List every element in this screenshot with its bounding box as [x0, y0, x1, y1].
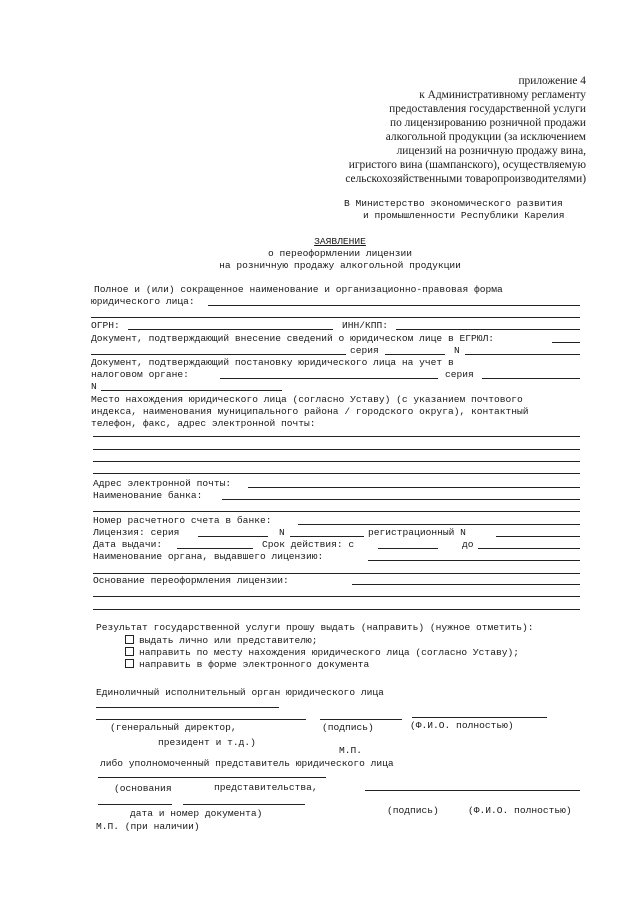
full-name-label: (Ф.И.О. полностью)	[410, 720, 514, 731]
ogrn-label: ОГРН:	[91, 320, 120, 331]
ogrn-field[interactable]	[128, 329, 333, 330]
president-label: президент и т.д.)	[158, 737, 256, 748]
addressee-line: и промышленности Республики Карелия	[363, 210, 565, 221]
validity-to-label: до	[462, 539, 474, 550]
bank-field-2[interactable]	[93, 511, 580, 512]
egrul-number-label: N	[454, 345, 460, 356]
rep-full-name-label: (Ф.И.О. полностью)	[468, 805, 572, 816]
annex-line: лицензий на розничную продажу вина,	[396, 145, 586, 157]
inn-kpp-label: ИНН/КПП:	[342, 320, 389, 331]
document-subtitle: о переоформлении лицензии	[268, 248, 412, 259]
inn-kpp-field[interactable]	[396, 329, 580, 330]
account-field[interactable]	[298, 524, 580, 525]
account-label: Номер расчетного счета в банке:	[93, 515, 272, 526]
annex-line: алкогольной продукции (за исключением	[385, 131, 586, 143]
result-option-electronic[interactable]: направить в форме электронного документа	[125, 659, 369, 671]
license-number-label: N	[279, 527, 285, 538]
basis-doc-field-2[interactable]	[183, 804, 305, 805]
validity-to-field[interactable]	[478, 548, 580, 549]
seal-if-any-label: М.П. (при наличии)	[96, 821, 200, 832]
annex-line: сельскохозяйственными товаропроизводителями)	[345, 173, 586, 185]
powers-label: представительства,	[214, 782, 318, 793]
seal-label: М.П.	[339, 745, 363, 756]
email-label: Адрес электронной почты:	[93, 478, 232, 489]
checkbox[interactable]	[125, 659, 134, 668]
annex-line: предоставления государственной услуги	[389, 103, 586, 115]
location-field[interactable]	[93, 461, 580, 462]
addressee-line: В Министерство экономического развития	[344, 198, 563, 209]
tax-number-field[interactable]	[101, 390, 282, 391]
location-label: Место нахождения юридического лица (согласно Уставу) (с указанием почтового	[91, 394, 523, 405]
license-series-field[interactable]	[198, 536, 268, 537]
full-name-field-2[interactable]	[91, 317, 580, 318]
annex-line: к Административному регламенту	[419, 89, 586, 101]
reg-number-label: регистрационный N	[368, 527, 466, 538]
exec-body-label: Единоличный исполнительный орган юридического лица	[96, 687, 384, 698]
date-num-label: дата и номер документа)	[130, 808, 263, 819]
annex-line: игристого вина (шампанского), осуществляемую	[348, 159, 586, 171]
location-field[interactable]	[93, 436, 580, 437]
egrul-doc-label: Документ, подтверждающий внесение сведений о юридическом лице в ЕГРЮЛ:	[91, 333, 495, 344]
exec-full-name-field[interactable]	[412, 717, 547, 718]
signature-label: (подпись)	[322, 722, 374, 733]
license-series-label: Лицензия: серия	[93, 527, 180, 538]
full-name-field[interactable]	[208, 305, 580, 306]
annex-line: приложение 4	[518, 75, 586, 87]
exec-body-field[interactable]	[96, 707, 279, 708]
basis-doc-field[interactable]	[98, 804, 172, 805]
validity-from-field[interactable]	[378, 548, 438, 549]
egrul-series-field[interactable]	[385, 354, 445, 355]
basis-label: (основания	[114, 783, 172, 794]
full-name-label: юридического лица:	[91, 296, 195, 307]
issuer-field[interactable]	[368, 560, 580, 561]
reason-field[interactable]	[352, 584, 580, 585]
reg-number-field[interactable]	[496, 536, 580, 537]
tax-series-label: серия	[445, 369, 474, 380]
license-number-field[interactable]	[290, 536, 364, 537]
result-option-in-person[interactable]: выдать лично или представителю;	[125, 635, 317, 647]
email-field[interactable]	[248, 487, 580, 488]
location-field[interactable]	[93, 473, 580, 474]
location-field[interactable]	[93, 449, 580, 450]
egrul-doc-field[interactable]	[552, 342, 580, 343]
reason-label: Основание переоформления лицензии:	[93, 575, 289, 586]
annex-line: по лицензированию розничной продажи	[389, 117, 586, 129]
result-intro: Результат государственной услуги прошу выдать (направить) (нужное отметить):	[96, 622, 534, 633]
representative-label: либо уполномоченный представитель юридического лица	[100, 758, 394, 769]
issue-date-label: Дата выдачи:	[93, 539, 163, 550]
reason-field-2[interactable]	[93, 596, 580, 597]
tax-doc-field[interactable]	[220, 378, 438, 379]
checkbox[interactable]	[125, 635, 134, 644]
document-title: ЗАЯВЛЕНИЕ	[314, 236, 366, 247]
egrul-doc-field-2[interactable]	[91, 354, 346, 355]
tax-number-label: N	[91, 381, 97, 392]
issuer-label: Наименование органа, выдавшего лицензию:	[93, 551, 324, 562]
reason-field-3[interactable]	[93, 609, 580, 610]
full-name-label: Полное и (или) сокращенное наименование и организационно-правовая форма	[94, 284, 503, 295]
validity-label: Срок действия: с	[262, 539, 355, 550]
egrul-number-field[interactable]	[465, 354, 580, 355]
tax-doc-label: Документ, подтверждающий постановку юридического лица на учет в	[91, 357, 454, 368]
exec-signature-field[interactable]	[320, 719, 402, 720]
representative-name-field[interactable]	[365, 790, 580, 791]
issue-date-field[interactable]	[177, 548, 253, 549]
location-label: индекса, наименования муниципального района / городского округа), контактный	[91, 406, 529, 417]
rep-signature-label: (подпись)	[387, 805, 439, 816]
exec-body-position-field[interactable]	[96, 719, 306, 720]
representative-field[interactable]	[98, 777, 326, 778]
location-label: телефон, факс, адрес электронной почты:	[91, 418, 316, 429]
issuer-field-2[interactable]	[93, 573, 580, 574]
document-subtitle: на розничную продажу алкогольной продукции	[219, 260, 461, 271]
tax-series-field[interactable]	[482, 378, 580, 379]
tax-doc-label: налоговом органе:	[91, 369, 189, 380]
checkbox[interactable]	[125, 647, 134, 656]
gen-director-label: (генеральный директор,	[110, 722, 237, 733]
result-option-by-address[interactable]: направить по месту нахождения юридического лица (согласно Уставу);	[125, 647, 519, 659]
bank-field[interactable]	[222, 499, 580, 500]
bank-label: Наименование банка:	[93, 490, 203, 501]
egrul-series-label: серия	[350, 345, 379, 356]
